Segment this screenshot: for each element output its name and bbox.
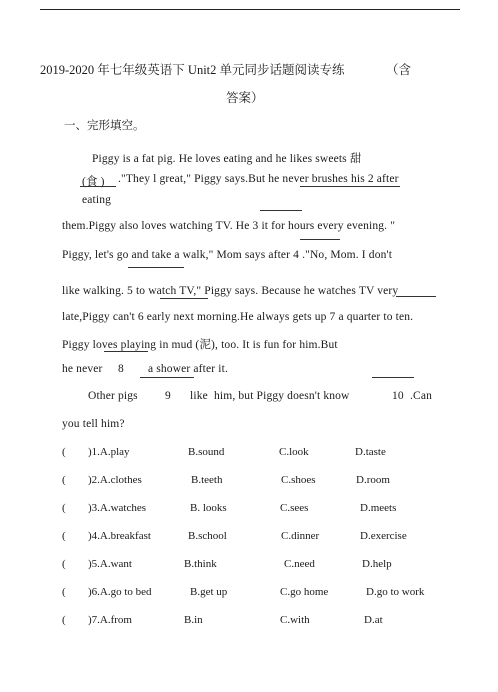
title-suffix: （含	[386, 63, 412, 77]
passage-line-6: like walking. 5 to watch TV," Piggy says. Because he watches TV very	[62, 285, 399, 297]
question-6: )6.A.go to bed	[88, 586, 152, 598]
passage-line-11: you tell him?	[62, 418, 125, 430]
option-b: B.teeth	[191, 474, 223, 486]
blank-line	[372, 377, 414, 378]
option-d: D.at	[364, 614, 383, 626]
option-c: C.dinner	[281, 530, 320, 542]
top-rule	[40, 9, 460, 10]
passage-line-8: Piggy loves playing in mud (泥), too. It is fun for him.But	[62, 339, 338, 351]
passage-line-2b: ."They l great," Piggy says.But he never brushes his 2 after	[118, 173, 399, 185]
option-c: C.need	[284, 558, 315, 570]
blank-line	[300, 186, 400, 187]
blank-number-9: 9	[165, 390, 171, 402]
blank-line	[160, 298, 208, 299]
option-b: B.sound	[188, 446, 225, 458]
answer-paren: (	[62, 474, 66, 486]
option-c: C.with	[280, 614, 310, 626]
question-3: )3.A.watches	[88, 502, 147, 514]
blank-line	[396, 296, 436, 297]
blank-line	[128, 267, 184, 268]
title-line2: 答案）	[226, 91, 264, 105]
passage-line-9a: he never	[62, 363, 103, 375]
option-c: C.shoes	[281, 474, 316, 486]
passage-line-9c: a shower after it.	[148, 363, 228, 375]
question-1: )1.A.play	[88, 446, 130, 458]
passage-line-10d: him, but Piggy doesn't know	[214, 390, 350, 402]
option-c: C.look	[279, 446, 309, 458]
option-b: B.think	[184, 558, 217, 570]
section-heading: 一、完形填空。	[64, 120, 145, 132]
answer-paren: (	[62, 502, 66, 514]
answer-paren: (	[62, 614, 66, 626]
question-5: )5.A.want	[88, 558, 132, 570]
option-b: B.get up	[190, 586, 228, 598]
option-b: B.in	[184, 614, 203, 626]
blank-line	[104, 351, 148, 352]
passage-line-10a: Other pigs	[88, 390, 138, 402]
option-d: D.exercise	[360, 530, 407, 542]
answer-paren: (	[62, 558, 66, 570]
question-2: )2.A.clothes	[88, 474, 142, 486]
option-d: D.taste	[355, 446, 386, 458]
option-d: D.meets	[360, 502, 397, 514]
passage-line-10c: like	[190, 390, 208, 402]
document-title: 2019-2020 年七年级英语下 Unit2 单元同步话题阅读专练	[40, 63, 345, 77]
passage-line-5: Piggy, let's go and take a walk," Mom says after 4 ."No, Mom. I don't	[62, 249, 393, 261]
blank-line	[140, 377, 194, 378]
question-7: )7.A.from	[88, 614, 132, 626]
answer-paren: (	[62, 530, 66, 542]
blank-number-10: 10	[392, 390, 404, 402]
passage-line-2a: (食 )	[82, 176, 105, 188]
passage-line-7: late,Piggy can't 6 early next morning.He always gets up 7 a quarter to ten.	[62, 311, 414, 323]
option-d: D.room	[356, 474, 390, 486]
passage-line-3: eating	[82, 194, 111, 206]
blank-line	[80, 186, 116, 187]
answer-paren: (	[62, 446, 66, 458]
blank-line	[300, 239, 340, 240]
blank-number-8: 8	[118, 363, 124, 375]
option-b: B. looks	[190, 502, 227, 514]
option-b: B.school	[188, 530, 227, 542]
option-c: C.sees	[280, 502, 309, 514]
option-c: C.go home	[280, 586, 329, 598]
option-d: D.go to work	[366, 586, 425, 598]
passage-line-1: Piggy is a fat pig. He loves eating and he likes sweets 甜	[92, 153, 362, 165]
passage-line-4: them.Piggy also loves watching TV. He 3 it for hours every evening. "	[62, 220, 396, 232]
option-d: D.help	[362, 558, 392, 570]
passage-line-10f: .Can	[410, 390, 432, 402]
blank-line	[260, 210, 302, 211]
question-4: )4.A.breakfast	[88, 530, 151, 542]
answer-paren: (	[62, 586, 66, 598]
